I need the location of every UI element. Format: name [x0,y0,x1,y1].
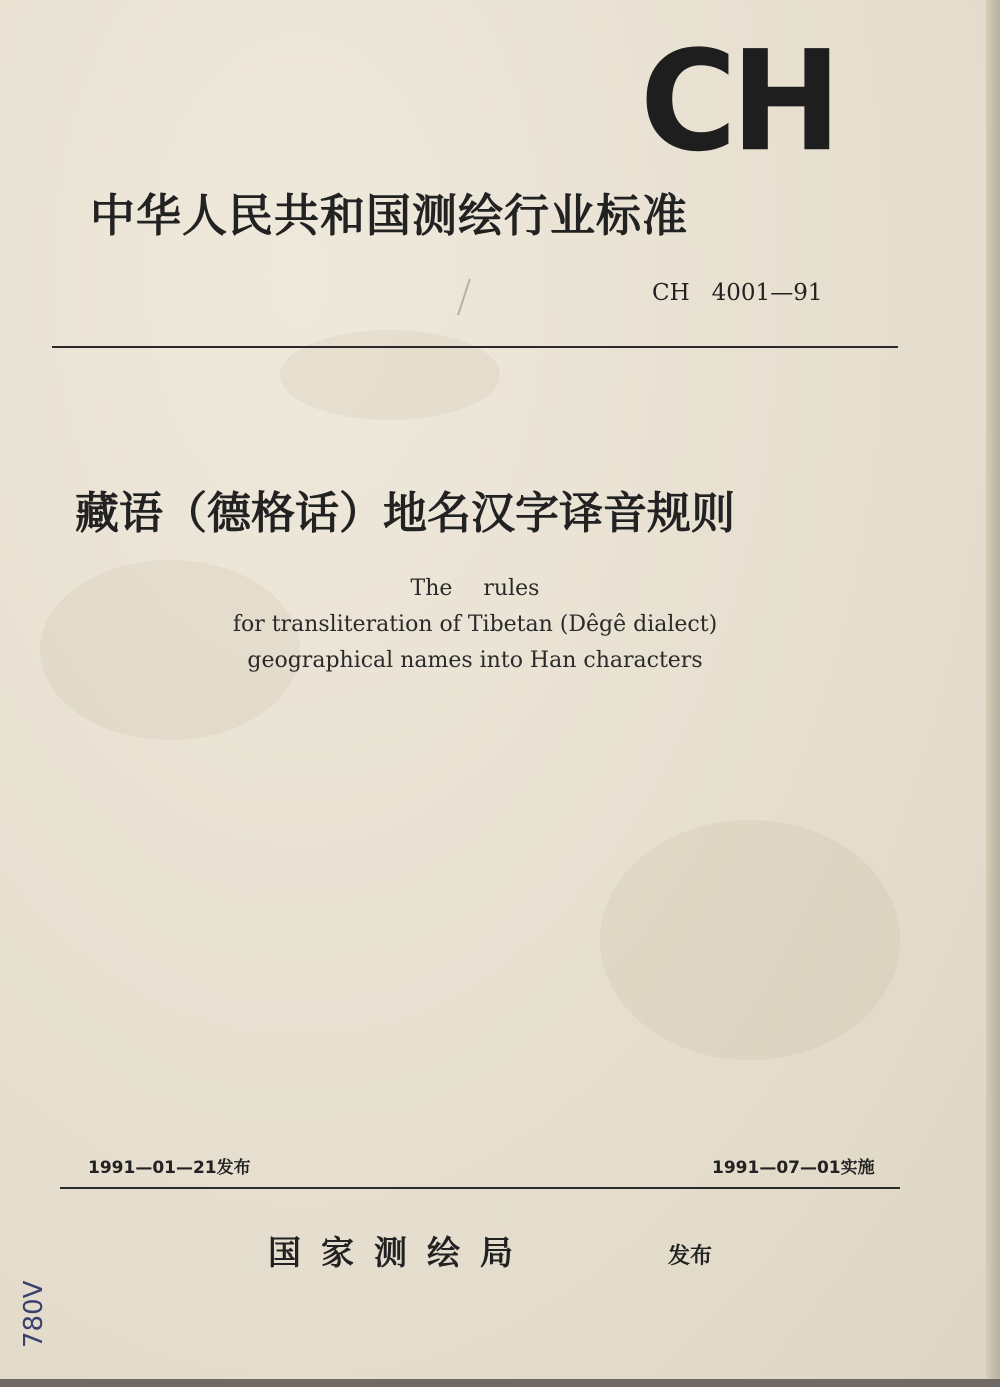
ch-logo: CH [640,21,836,183]
publish-label: 发布 [668,1244,713,1269]
effective-date: 1991—07—01实施 [712,1158,875,1178]
header-divider [52,346,898,348]
issue-date: 1991—01—21发布 [88,1158,251,1178]
standard-code [652,276,872,310]
document-title-english-line-1: The rules [410,576,540,601]
paper-stain [280,330,500,420]
page-edge-bottom [0,1379,1000,1387]
document-title-english-line-3: geographical names into Han characters [247,648,703,673]
document-title-english-line-2: for transliteration of Tibetan (Dêgê dialect) [232,612,718,637]
standard-code-prefix: CH [652,280,690,306]
handwritten-note: 780V [19,1280,49,1348]
pencil-mark [457,279,471,316]
standard-code-number: 4001—91 [711,280,823,306]
document-title-chinese: 藏语（德格话）地名汉字译音规则 [75,488,735,539]
page-edge [986,0,1000,1387]
standard-category-title: 中华人民共和国测绘行业标准 [90,189,689,242]
publisher-name: 国家测绘局 [268,1233,533,1272]
paper-stain [600,820,900,1060]
footer-divider [60,1187,900,1189]
